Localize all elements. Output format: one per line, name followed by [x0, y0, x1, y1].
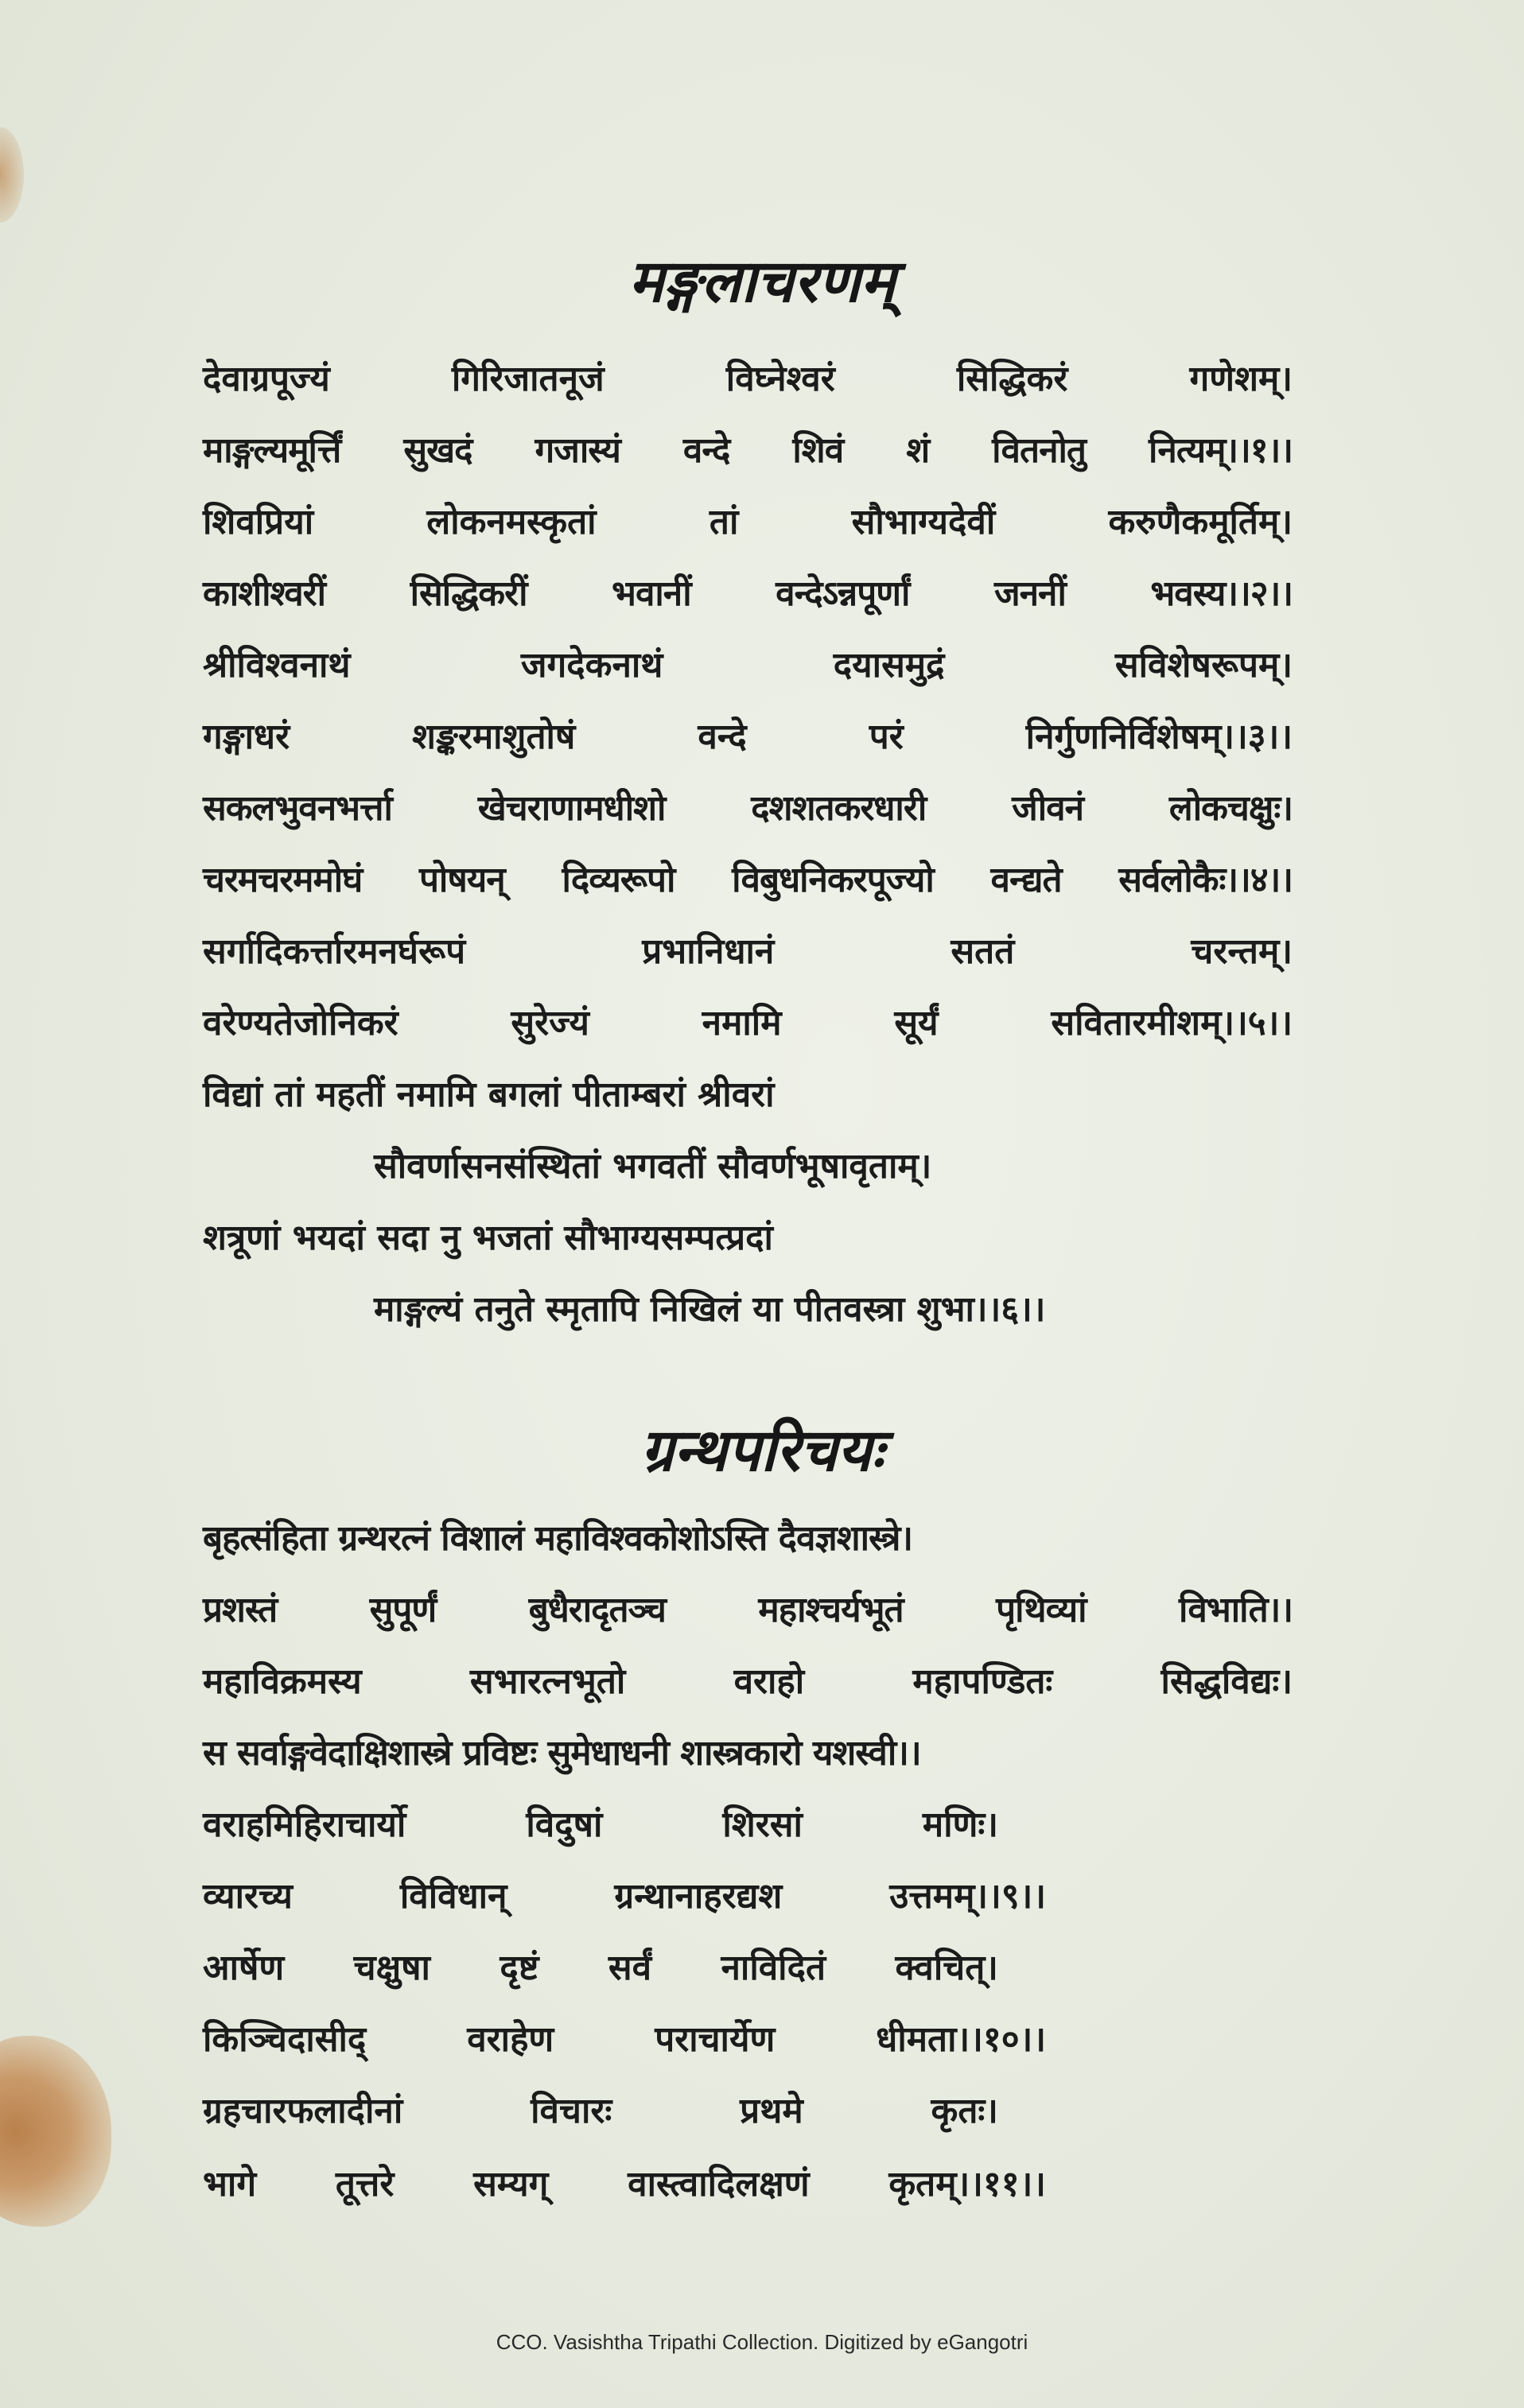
verse-line: गङ्गाधरं शङ्करमाशुतोषं वन्दे परं निर्गुणनिर्विशेषम्।।३।। — [203, 717, 1293, 757]
verse-line: विद्यां तां महतीं नमामि बगलां पीताम्बरां श्रीवरां — [203, 1074, 775, 1115]
digitization-credit: CCO. Vasishtha Tripathi Collection. Digitized by eGangotri — [496, 2330, 1028, 2354]
verse-line: स सर्वाङ्गवेदाक्षिशास्त्रे प्रविष्टः सुमेधाधनी शास्त्रकारो यशस्वी।। — [203, 1733, 921, 1773]
verse-line: भागे तूत्तरे सम्यग् वास्त्वादिलक्षणं कृतम्।।११।। — [203, 2164, 1046, 2204]
verse-line: आर्षेण चक्षुषा दृष्टं सर्वं नाविदितं क्वचित्। — [203, 1948, 998, 1988]
verse-line: देवाग्रपूज्यं गिरिजातनूजं विघ्नेश्वरं सिद्धिकरं गणेशम्। — [203, 359, 1293, 399]
verse-line: सर्गादिकर्त्तारमनर्घरूपं प्रभानिधानं सततं चरन्तम्। — [203, 931, 1293, 972]
verse-line: वरेण्यतेजोनिकरं सुरेज्यं नमामि सूर्यं सवितारमीशम्।।५।। — [203, 1003, 1293, 1043]
verse-line: बृहत्संहिता ग्रन्थरत्नं विशालं महाविश्वकोशोऽस्ति दैवज्ञशास्त्रे। — [203, 1518, 913, 1559]
verse-line: सौवर्णासनसंस्थितां भगवतीं सौवर्णभूषावृताम्। — [374, 1146, 932, 1187]
verse-line: माङ्गल्यं तनुते स्मृतापि निखिलं या पीतवस्त्रा शुभा।।६।। — [374, 1289, 1046, 1330]
verse-line: चरमचरममोघं पोषयन् दिव्यरूपो विबुधनिकरपूज्यो वन्द्यते सर्वलोकैः।।४।। — [203, 860, 1293, 900]
paper-stain-bottom — [0, 2036, 111, 2227]
verse-line: व्यारच्य विविधान् ग्रन्थानाहरद्यश उत्तमम्।।९।। — [203, 1876, 1046, 1917]
verse-line: काशीश्वरीं सिद्धिकरीं भवानीं वन्देऽन्नपूर्णां जननीं भवस्य।।२।। — [203, 573, 1293, 614]
paper-stain-top — [0, 127, 24, 223]
verse-line: शिवप्रियां लोकनमस्कृतां तां सौभाग्यदेवीं करुणैकमूर्तिम्। — [203, 502, 1293, 542]
verse-line: माङ्गल्यमूर्त्तिं सुखदं गजास्यं वन्दे शिवं शं वितनोतु नित्यम्।।१।। — [203, 430, 1293, 471]
heading-invocation: मङ्गलाचरणम् — [628, 247, 896, 316]
verse-line: प्रशस्तं सुपूर्णं बुधैरादृतञ्च महाश्चर्यभूतं पृथिव्यां विभाति।। — [203, 1590, 1293, 1630]
verse-line: श्रीविश्वनाथं जगदेकनाथं दयासमुद्रं सविशेषरूपम्। — [203, 645, 1293, 686]
heading-introduction: ग्रन्थपरिचयः — [640, 1416, 884, 1485]
verse-line: सकलभुवनभर्त्ता खेचराणामधीशो दशशतकरधारी जीवनं लोकचक्षुः। — [203, 788, 1293, 829]
verse-line: ग्रहचारफलादीनां विचारः प्रथमे कृतः। — [203, 2091, 998, 2131]
verse-line: किञ्चिदासीद् वराहेण पराचार्येण धीमता।।१०।। — [203, 2019, 1046, 2060]
verse-line: महाविक्रमस्य सभारत्नभूतो वराहो महापण्डितः सिद्धविद्यः। — [203, 1661, 1293, 1702]
verse-line: वराहमिहिराचार्यो विदुषां शिरसां मणिः। — [203, 1804, 998, 1845]
verse-line: शत्रूणां भयदां सदा नु भजतां सौभाग्यसम्पत्प्रदां — [203, 1218, 773, 1258]
